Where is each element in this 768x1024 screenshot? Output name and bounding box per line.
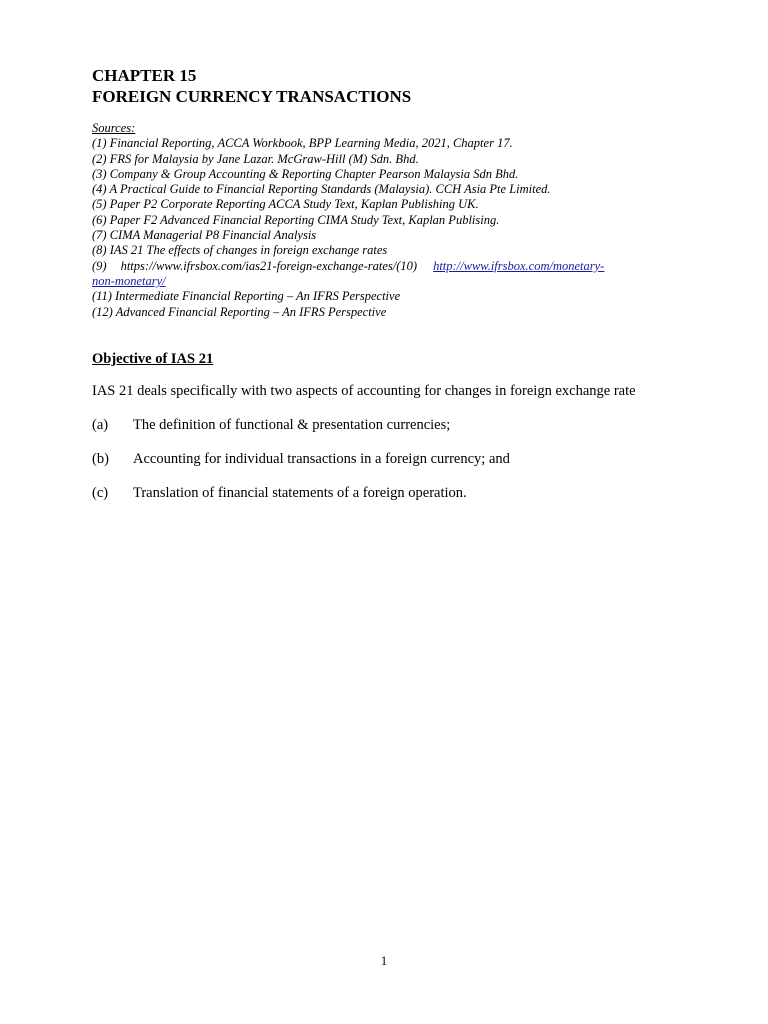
list-marker: (b) [92, 451, 109, 467]
source-item-8: (8) IAS 21 The effects of changes in foreign exchange rates [92, 243, 388, 258]
source-item-5: (5) Paper P2 Corporate Reporting ACCA Study Text, Kaplan Publishing UK. [92, 197, 479, 212]
list-marker: (c) [92, 485, 109, 501]
source-item-12: (12) Advanced Financial Reporting – An IFRS Perspective [92, 304, 387, 319]
objective-item-b [92, 450, 510, 468]
page-number: 1 [380, 954, 388, 968]
source-item-9-url: https://www.ifrsbox.com/ias21-foreign-exchange-rates/(10) [120, 258, 418, 273]
source-item-9 [92, 259, 688, 274]
chapter-number: CHAPTER 15 [92, 66, 197, 85]
chapter-title: FOREIGN CURRENCY TRANSACTIONS [92, 87, 412, 106]
sources-label: Sources: [92, 121, 136, 135]
source-item-3: (3) Company & Group Accounting & Reporting Chapter Pearson Malaysia Sdn Bhd. [92, 166, 519, 181]
source-item-6: (6) Paper F2 Advanced Financial Reporting CIMA Study Text, Kaplan Publising. [92, 212, 500, 227]
objective-heading: Objective of IAS 21 [92, 351, 214, 367]
source-item-10-continuation [92, 274, 688, 289]
list-item-text: The definition of functional & presentation currencies; [133, 417, 451, 433]
objective-item-c [92, 484, 467, 502]
source-item-10-link[interactable]: http://www.ifrsbox.com/monetary- [433, 258, 605, 273]
list-item-text: Translation of financial statements of a foreign operation. [133, 485, 467, 501]
source-item-2: (2) FRS for Malaysia by Jane Lazar. McGraw-Hill (M) Sdn. Bhd. [92, 151, 419, 166]
objective-intro: IAS 21 deals specifically with two aspects of accounting for changes in foreign exchange rate [92, 383, 636, 399]
list-item-text: Accounting for individual transactions in a foreign currency; and [133, 451, 510, 467]
sources-list [92, 121, 688, 320]
source-item-7: (7) CIMA Managerial P8 Financial Analysis [92, 228, 317, 243]
source-item-11: (11) Intermediate Financial Reporting – An IFRS Perspective [92, 289, 401, 304]
source-item-1: (1) Financial Reporting, ACCA Workbook, BPP Learning Media, 2021, Chapter 17. [92, 136, 513, 151]
source-item-9-number: (9) [92, 258, 107, 273]
objective-item-a [92, 416, 450, 434]
list-marker: (a) [92, 417, 109, 433]
source-item-4: (4) A Practical Guide to Financial Reporting Standards (Malaysia). CCH Asia Pte Limited. [92, 182, 551, 197]
source-item-10-link-continued[interactable]: non-monetary/ [92, 273, 166, 288]
